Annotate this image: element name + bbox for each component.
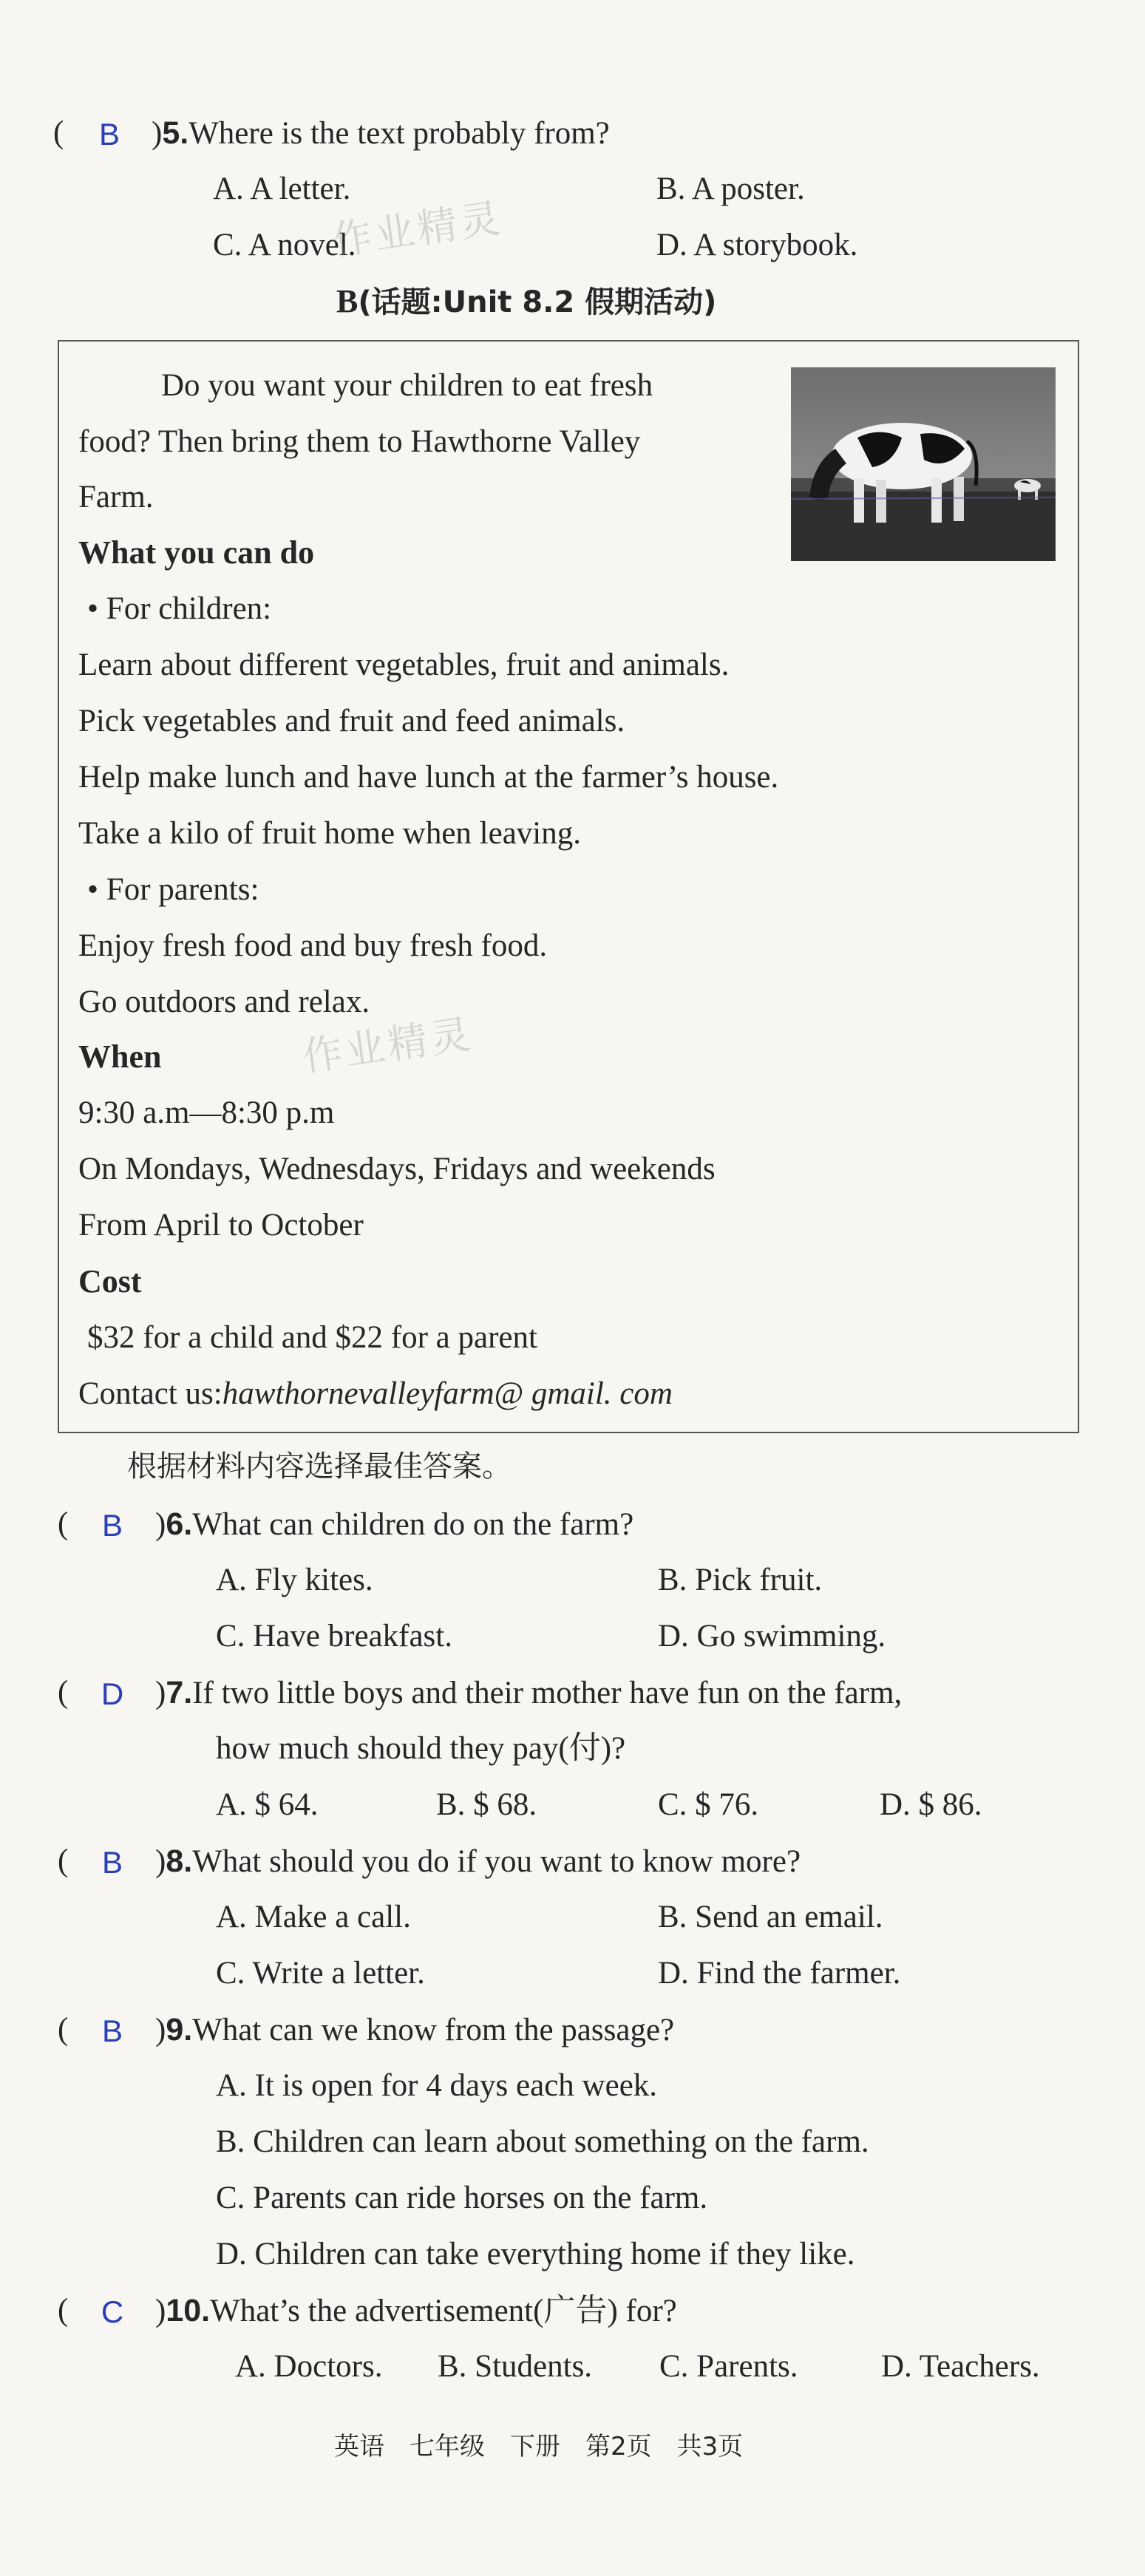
question-number: 10. [166, 2293, 211, 2328]
children-activity-1: Learn about different vegetables, fruit and animals. [78, 648, 730, 682]
question-text: What’s the advertisement(广告) for? [210, 2294, 677, 2328]
ad-intro-line-1: Do you want your children to eat fresh [161, 368, 653, 403]
option-b: B. A poster. [656, 171, 805, 206]
heading-when: When [78, 1039, 162, 1075]
option-a: A. Make a call. [216, 1900, 411, 1934]
instruction-text: 根据材料内容选择最佳答案。 [127, 1450, 512, 1484]
option-c: C. Parents. [659, 2349, 798, 2384]
answer-q9: B [101, 2013, 123, 2048]
answer-paren-open: ( [53, 115, 64, 150]
contact-email: hawthornevalleyfarm@ gmail. com [222, 1376, 673, 1411]
question-7: )7.If two little boys and their mother have fun on the farm, [155, 1675, 903, 1710]
section-topic: (话题:Unit 8.2 假期活动) [358, 285, 717, 319]
question-text: What can children do on the farm? [192, 1507, 634, 1542]
option-a: A. It is open for 4 days each week. [216, 2068, 658, 2103]
children-activity-4: Take a kilo of fruit home when leaving. [78, 816, 582, 851]
children-activity-2: Pick vegetables and fruit and feed animals. [78, 704, 625, 738]
opening-time: 9:30 a.m—8:30 p.m [78, 1095, 335, 1130]
answer-paren-open: ( [58, 1675, 69, 1710]
option-b: B. Children can learn about something on the farm. [216, 2124, 869, 2159]
page-footer: 英语 七年级 下册 第2页 共3页 [334, 2432, 744, 2461]
heading-cost: Cost [78, 1263, 142, 1299]
option-d: D. Teachers. [881, 2349, 1040, 2384]
watermark: 作业精灵 [299, 1010, 476, 1081]
ad-intro-line-3: Farm. [78, 480, 154, 514]
question-text: Where is the text probably from? [188, 116, 610, 151]
children-activity-3: Help make lunch and have lunch at the farmer’s house. [78, 760, 779, 795]
opening-days: On Mondays, Wednesdays, Fridays and weekends [78, 1152, 716, 1186]
opening-months: From April to October [78, 1208, 364, 1243]
option-d: D. $ 86. [880, 1787, 982, 1822]
option-b: B. Send an email. [658, 1900, 883, 1934]
option-c: C. Write a letter. [216, 1956, 425, 1991]
question-8: )8.What should you do if you want to know more? [155, 1843, 801, 1879]
question-number: 7. [166, 1675, 193, 1710]
option-d: D. Find the farmer. [658, 1956, 901, 1991]
ad-intro-line-2: food? Then bring them to Hawthorne Valley [78, 424, 641, 459]
parents-activity-1: Enjoy fresh food and buy fresh food. [78, 928, 548, 963]
question-7-continued: how much should they pay(付)? [216, 1731, 626, 1766]
option-d: D. Children can take everything home if they like. [216, 2237, 855, 2271]
option-b: B. Students. [438, 2349, 593, 2384]
option-a: A. Fly kites. [216, 1563, 373, 1597]
question-text: If two little boys and their mother have fun on the farm, [192, 1676, 903, 1710]
parents-activity-2: Go outdoors and relax. [78, 985, 370, 1019]
option-c: C. $ 76. [658, 1787, 759, 1822]
section-label: B [336, 283, 359, 319]
section-heading [336, 281, 716, 323]
question-text: What should you do if you want to know more? [192, 1844, 801, 1879]
question-10: )10.What’s the advertisement(广告) for? [155, 2293, 677, 2328]
cost-text: $32 for a child and $22 for a parent [87, 1320, 537, 1355]
option-d: D. Go swimming. [658, 1619, 886, 1654]
for-parents-label: • For parents: [87, 872, 259, 907]
question-number: 6. [166, 1506, 193, 1542]
question-6: )6.What can children do on the farm? [155, 1506, 634, 1542]
answer-paren-open: ( [58, 2012, 69, 2047]
for-children-label: • For children: [87, 591, 272, 626]
answer-paren-open: ( [58, 1506, 69, 1541]
question-number: 9. [166, 2012, 193, 2047]
answer-q8: B [101, 1845, 123, 1880]
option-a: A. $ 64. [216, 1787, 319, 1822]
answer-q5: B [98, 117, 120, 152]
answer-q10: C [101, 2294, 124, 2329]
option-b: B. $ 68. [436, 1787, 537, 1822]
option-c: C. Parents can ride horses on the farm. [216, 2181, 708, 2215]
question-text: What can we know from the passage? [192, 2013, 675, 2047]
watermark: 作业精灵 [329, 194, 506, 265]
heading-what-you-can-do: What you can do [78, 534, 315, 571]
answer-paren-open: ( [58, 1843, 69, 1878]
option-a: A. A letter. [213, 171, 351, 206]
option-c: C. A novel. [213, 228, 356, 262]
question-number: 5. [162, 115, 189, 151]
contact-line [78, 1373, 673, 1415]
option-a: A. Doctors. [235, 2349, 383, 2384]
question-9: )9.What can we know from the passage? [155, 2012, 675, 2047]
question-number: 8. [166, 1843, 193, 1879]
option-b: B. Pick fruit. [658, 1563, 823, 1597]
cow-photo [791, 367, 1056, 561]
answer-q7: D [101, 1676, 124, 1711]
answer-q6: B [101, 1508, 123, 1543]
option-d: D. A storybook. [656, 228, 858, 262]
contact-label: Contact us: [78, 1376, 222, 1411]
option-c: C. Have breakfast. [216, 1619, 452, 1654]
answer-paren-open: ( [58, 2293, 69, 2328]
question-5: )5.Where is the text probably from? [152, 115, 610, 151]
cow-image [791, 367, 1056, 561]
